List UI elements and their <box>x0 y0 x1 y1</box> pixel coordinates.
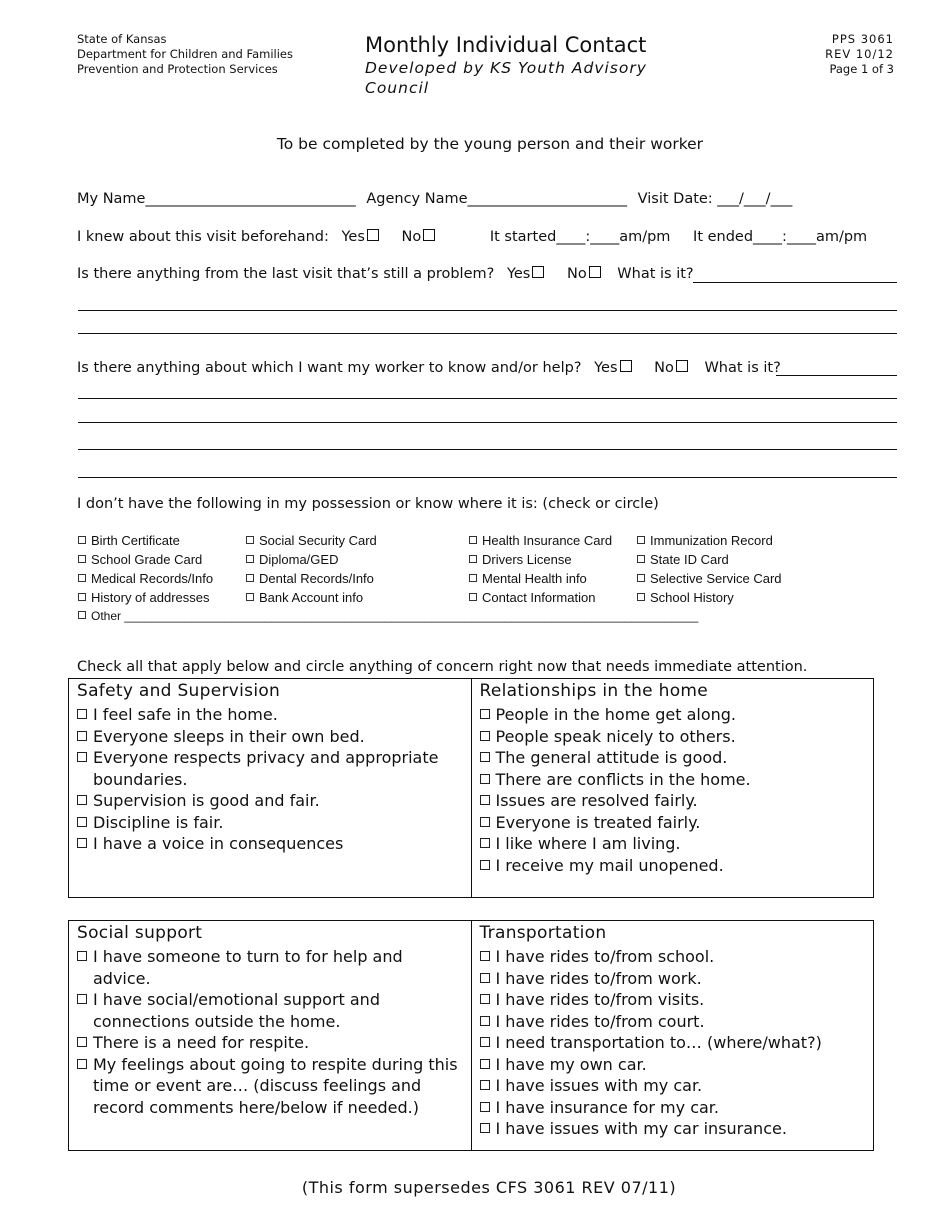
checklist-item[interactable]: I have rides to/from school. <box>480 946 866 968</box>
knew-no-label: No <box>401 229 422 245</box>
footer-note: (This form supersedes CFS 3061 REV 07/11) <box>301 1178 677 1197</box>
help-answer-line[interactable] <box>78 398 897 399</box>
checklist-table <box>68 920 874 1151</box>
agency-block <box>77 32 293 77</box>
agency-name-field[interactable]: Agency Name______________________ <box>366 191 628 207</box>
problem-row <box>77 266 694 282</box>
title-block <box>365 32 665 98</box>
help-what-label: What is it? <box>704 360 781 376</box>
possession-column <box>78 531 213 607</box>
help-yes-label: Yes <box>594 360 618 376</box>
possession-column <box>469 531 612 607</box>
checkbox-icon <box>78 593 86 601</box>
checklist-item[interactable]: The general attitude is good. <box>480 747 866 769</box>
checkbox-icon <box>77 731 87 741</box>
section-title: Social support <box>77 923 203 943</box>
checkbox-icon <box>469 593 477 601</box>
checklist-item[interactable]: Everyone respects privacy and appropriate boundaries. <box>77 747 463 790</box>
checkbox-icon <box>480 752 490 762</box>
instructions: To be completed by the young person and their worker <box>276 135 704 153</box>
problem-yes-checkbox[interactable] <box>532 266 544 278</box>
help-answer-line[interactable] <box>78 477 897 478</box>
possession-item[interactable]: Dental Records/Info <box>246 569 377 588</box>
checklist-item[interactable]: I have rides to/from court. <box>480 1011 866 1033</box>
agency-line: State of Kansas <box>77 32 167 46</box>
possession-item[interactable]: Contact Information <box>469 588 612 607</box>
problem-question: Is there anything from the last visit that’s still a problem? <box>77 266 495 282</box>
checklist-item[interactable]: I have issues with my car. <box>480 1075 866 1097</box>
checkbox-icon <box>78 574 86 582</box>
checkbox-icon <box>480 838 490 848</box>
form-subtitle: Developed by KS Youth Advisory Council <box>365 59 647 97</box>
checkbox-icon <box>469 555 477 563</box>
problem-answer-line[interactable] <box>693 282 897 283</box>
checklist-item[interactable]: My feelings about going to respite during this time or event are… (discuss feelings and record comments here/below if needed.) <box>77 1054 463 1119</box>
help-answer-line[interactable] <box>78 449 897 450</box>
checklist-item[interactable]: I feel safe in the home. <box>77 704 463 726</box>
form-revision: REV 10/12 <box>825 47 894 61</box>
problem-what-label: What is it? <box>617 266 694 282</box>
checkbox-icon <box>480 1102 490 1112</box>
checkbox-icon <box>480 1059 490 1069</box>
help-answer-line[interactable] <box>78 422 897 423</box>
possession-heading: I don’t have the following in my possession or know where it is: (check or circle) <box>77 496 659 512</box>
possession-other-label: Other ______________________________________________________________________________________ <box>91 609 699 623</box>
problem-yes-label: Yes <box>506 266 531 282</box>
checklist-item[interactable]: Everyone sleeps in their own bed. <box>77 726 463 748</box>
checkbox-icon <box>246 536 254 544</box>
checkbox-icon <box>480 994 490 1004</box>
problem-no-label: No <box>566 266 587 282</box>
possession-item[interactable]: Health Insurance Card <box>469 531 612 550</box>
checkbox-icon <box>77 1037 87 1047</box>
checkbox-icon <box>77 752 87 762</box>
checklist-item[interactable]: Discipline is fair. <box>77 812 463 834</box>
agency-line: Prevention and Protection Services <box>77 62 278 76</box>
form-number: PPS 3061 <box>831 32 894 46</box>
checkbox-icon <box>480 817 490 827</box>
checklist-item[interactable]: People in the home get along. <box>480 704 866 726</box>
checklist-item[interactable]: People speak nicely to others. <box>480 726 866 748</box>
possession-item[interactable]: Selective Service Card <box>637 569 782 588</box>
checklist-item[interactable]: I need transportation to… (where/what?) <box>480 1032 866 1054</box>
checkbox-icon <box>77 817 87 827</box>
possession-item[interactable]: History of addresses <box>78 588 213 607</box>
problem-answer-line[interactable] <box>78 310 897 311</box>
checkbox-icon <box>77 951 87 961</box>
possession-item[interactable]: School History <box>637 588 782 607</box>
checkbox-icon <box>637 574 645 582</box>
possession-item[interactable]: Drivers License <box>469 550 612 569</box>
checklist-item[interactable]: There is a need for respite. <box>77 1032 463 1054</box>
section-relationships <box>471 679 874 897</box>
checkbox-icon <box>480 951 490 961</box>
checkbox-icon <box>78 555 86 563</box>
section-title: Safety and Supervision <box>77 681 281 701</box>
section-title: Relationships in the home <box>479 681 709 701</box>
checkbox-icon <box>246 574 254 582</box>
checklist-item[interactable]: There are conflicts in the home. <box>480 769 866 791</box>
checkbox-icon <box>637 593 645 601</box>
help-row <box>77 360 781 376</box>
knew-label: I knew about this visit beforehand: <box>77 229 329 245</box>
help-question: Is there anything about which I want my worker to know and/or help? <box>77 360 582 376</box>
checklist-item[interactable]: Supervision is good and fair. <box>77 790 463 812</box>
checklist-table <box>68 678 874 898</box>
checklist-item[interactable]: I have rides to/from work. <box>480 968 866 990</box>
help-no-checkbox[interactable] <box>676 360 688 372</box>
checkbox-icon <box>77 838 87 848</box>
section-transportation <box>471 921 874 1150</box>
started-field[interactable]: It started____:____am/pm <box>489 229 671 245</box>
possession-item[interactable]: State ID Card <box>637 550 782 569</box>
possession-item[interactable]: Social Security Card <box>246 531 377 550</box>
checklist-item[interactable]: I receive my mail unopened. <box>480 855 866 877</box>
checklist-item[interactable]: Everyone is treated fairly. <box>480 812 866 834</box>
possession-item[interactable]: Immunization Record <box>637 531 782 550</box>
checkbox-icon <box>480 774 490 784</box>
possession-item[interactable]: Mental Health info <box>469 569 612 588</box>
checklist-item[interactable]: I have my own car. <box>480 1054 866 1076</box>
problem-no-checkbox[interactable] <box>589 266 601 278</box>
page-number: Page 1 of 3 <box>829 62 894 76</box>
section-title: Transportation <box>479 923 607 943</box>
checklist-item[interactable]: I have a voice in consequences <box>77 833 463 855</box>
visit-date-field[interactable]: Visit Date: ___/___/___ <box>637 191 793 207</box>
checkbox-icon <box>469 536 477 544</box>
form-title: Monthly Individual Contact <box>365 33 647 57</box>
form-number-block <box>825 32 894 77</box>
knew-yes-label: Yes <box>341 229 365 245</box>
checkbox-icon <box>246 593 254 601</box>
name-row <box>77 191 792 207</box>
possession-item[interactable]: School Grade Card <box>78 550 213 569</box>
checkbox-icon <box>480 731 490 741</box>
help-answer-line[interactable] <box>776 375 897 376</box>
ended-field[interactable]: It ended____:____am/pm <box>693 229 868 245</box>
checkbox-icon <box>480 1016 490 1026</box>
checklist-item[interactable]: I have rides to/from visits. <box>480 989 866 1011</box>
checkbox-icon <box>637 555 645 563</box>
possession-item[interactable]: Diploma/GED <box>246 550 377 569</box>
checkbox-icon <box>77 1059 87 1069</box>
checklist-item[interactable]: I like where I am living. <box>480 833 866 855</box>
possession-other[interactable] <box>78 607 698 626</box>
my-name-field[interactable]: My Name_____________________________ <box>77 191 356 207</box>
possession-column <box>246 531 377 607</box>
possession-item[interactable]: Medical Records/Info <box>78 569 213 588</box>
possession-item[interactable]: Birth Certificate <box>78 531 213 550</box>
checkbox-icon <box>637 536 645 544</box>
possession-item[interactable]: Bank Account info <box>246 588 377 607</box>
help-yes-checkbox[interactable] <box>620 360 632 372</box>
agency-line: Department for Children and Families <box>77 47 293 61</box>
checkbox-icon <box>480 795 490 805</box>
section-safety <box>69 679 471 897</box>
help-no-label: No <box>654 360 674 376</box>
checkbox-icon <box>480 1037 490 1047</box>
checkbox-icon <box>480 1123 490 1133</box>
checklist-item[interactable]: Issues are resolved fairly. <box>480 790 866 812</box>
checkbox-icon <box>480 860 490 870</box>
checklist-item[interactable]: I have insurance for my car. <box>480 1097 866 1119</box>
possession-column <box>637 531 782 607</box>
checklist-item[interactable]: I have someone to turn to for help and advice. <box>77 946 463 989</box>
knew-no-checkbox[interactable] <box>423 229 435 241</box>
checkbox-icon <box>78 611 86 619</box>
problem-answer-line[interactable] <box>78 333 897 334</box>
checkbox-icon <box>77 709 87 719</box>
knew-yes-checkbox[interactable] <box>367 229 379 241</box>
checkbox-icon <box>246 555 254 563</box>
checklist-item[interactable]: I have social/emotional support and connections outside the home. <box>77 989 463 1032</box>
section-social-support <box>69 921 471 1150</box>
checkbox-icon <box>469 574 477 582</box>
checkbox-icon <box>480 973 490 983</box>
checkbox-icon <box>77 795 87 805</box>
checkbox-icon <box>480 709 490 719</box>
knew-row <box>77 229 867 245</box>
checklist-item[interactable]: I have issues with my car insurance. <box>480 1118 866 1140</box>
checkbox-icon <box>77 994 87 1004</box>
checkbox-icon <box>480 1080 490 1090</box>
checklist-heading: Check all that apply below and circle anything of concern right now that needs immediate attention. <box>77 659 808 675</box>
checkbox-icon <box>78 536 86 544</box>
